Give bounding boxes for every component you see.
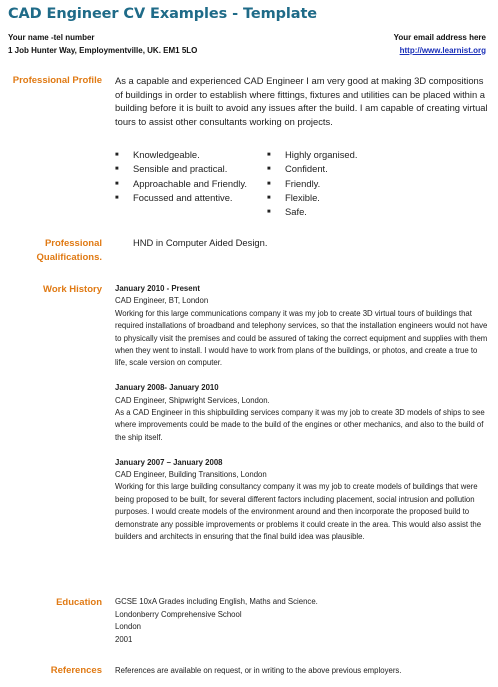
contact-left xyxy=(8,32,197,57)
contact-right xyxy=(394,32,486,57)
education-line: London xyxy=(115,622,142,632)
skill-item: ■ Knowledgeable. xyxy=(115,148,253,162)
job-description: As a CAD Engineer in this shipbuilding services company it was my job to create 3D models of ships to see where improvements could be made to the build of the engines or other mechanics, and also to the build of the ship itself. xyxy=(115,408,485,442)
skill-item: ■ Focussed and attentive. xyxy=(115,191,253,205)
email-line: Your email address here xyxy=(393,33,486,42)
job-employer: CAD Engineer, Building Transitions, London xyxy=(115,470,267,480)
education-heading: Education xyxy=(56,597,102,608)
education-line: 2001 xyxy=(115,634,133,644)
skill-item: ■ Approachable and Friendly. xyxy=(115,177,253,191)
job-employer: CAD Engineer, BT, London xyxy=(115,296,209,306)
job-period: January 2007 – January 2008 xyxy=(115,457,223,467)
skill-item: ■ Sensible and practical. xyxy=(115,162,253,176)
education-line: Londonberry Comprehensive School xyxy=(115,609,242,619)
job-period: January 2008- January 2010 xyxy=(115,383,219,393)
job-employer: CAD Engineer, Shipwright Services, London. xyxy=(115,395,270,405)
education-details xyxy=(115,596,318,646)
skill-item: ■ Safe. xyxy=(267,205,387,219)
education-line: GCSE 10xA Grades including English, Maths and Science. xyxy=(115,597,318,606)
job-entry xyxy=(115,283,491,370)
references-heading: References xyxy=(50,665,102,676)
job-entry xyxy=(115,382,491,444)
qualifications-text: HND in Computer Aided Design. xyxy=(133,237,268,248)
references-text: References are available on request, or in writing to the above previous employers. xyxy=(115,666,402,675)
name-line: Your name -tel number xyxy=(8,33,95,42)
job-description: Working for this large building consultancy company it was my job to create models of buildings that were being proposed to be built, for several different factors including placement, social intrusion and pollution purposes. I would create models of the environment around and then incorporate the proposed build to demonstrate any possible improvements or problems it could create in the area. This would also assist the builders and architects in ensuring that the final build idea was plausible. xyxy=(115,482,482,542)
skills-list-left xyxy=(115,148,253,205)
skill-item: ■ Friendly. xyxy=(267,177,387,191)
skill-item: ■ Confident. xyxy=(267,162,387,176)
cv-title: CAD Engineer CV Examples - Template xyxy=(8,6,318,22)
address-line: 1 Job Hunter Way, Employmentville, UK. EM1 5LO xyxy=(8,45,198,55)
work-history xyxy=(115,283,491,556)
skill-item: ■ Flexible. xyxy=(267,191,387,205)
job-period: January 2010 - Present xyxy=(115,284,200,293)
qualifications-heading: Professional Qualifications. xyxy=(36,238,102,263)
profile-heading: Professional Profile xyxy=(12,75,102,86)
work-heading: Work History xyxy=(43,284,102,295)
job-description: Working for this large communications company it was my job to create 3D virtual tours of buildings that required installations of broadband and telephony services, so that the installation engineers would not have to physically visit the premises and could be assured of taking the correct equipment and supplies with them when they went to install. I would have to work from plans of the buildings, or photos, and create a true to life, scale version on computer. xyxy=(115,308,488,368)
website-link[interactable]: http://www.learnist.org xyxy=(399,45,486,55)
skills-list-right xyxy=(267,148,387,219)
skill-item: ■ Highly organised. xyxy=(267,148,387,162)
profile-text: As a capable and experienced CAD Engineer I am very good at making 3D compositions of buildings in order to establish where fittings, fixtures and utilities can be placed within a building before it is built to avoid any issues after the build. I am capable of creating virtual tours to assist other consultants working on projects. xyxy=(115,75,488,127)
job-entry xyxy=(115,457,491,544)
